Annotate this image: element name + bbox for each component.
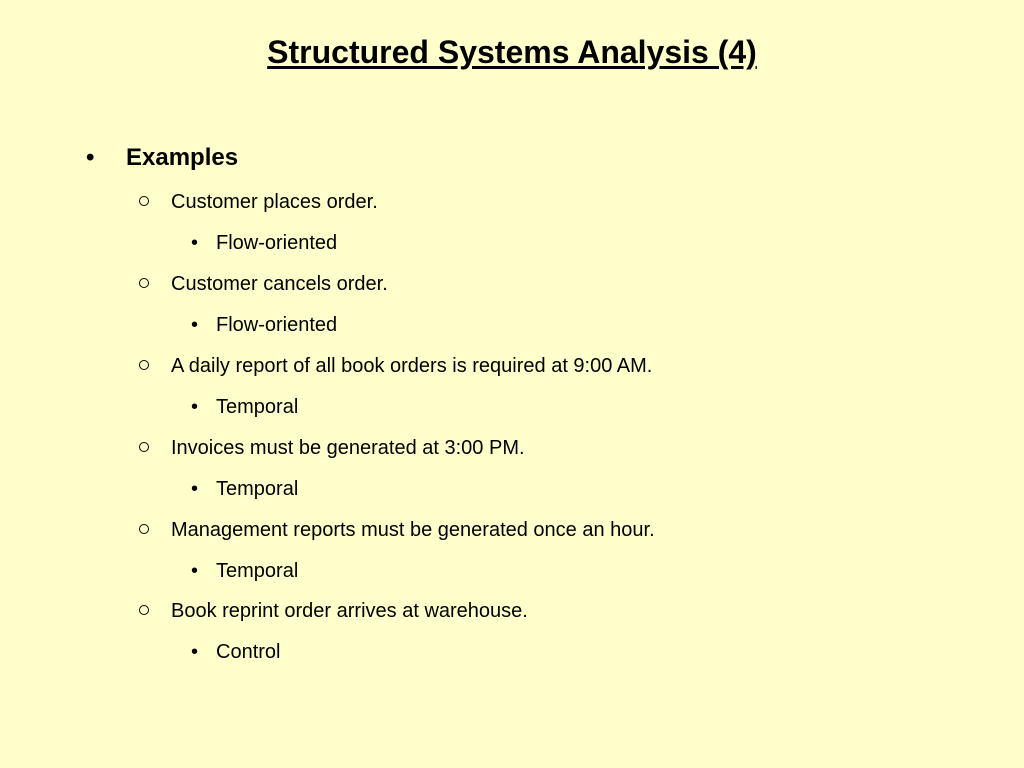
example-item-label: A daily report of all book orders is required at 9:00 AM. <box>171 355 653 377</box>
hollow-circle-bullet-icon <box>139 196 149 206</box>
bullet-icon: • <box>86 144 95 171</box>
bullet-icon: • <box>191 478 199 500</box>
hollow-circle-bullet-icon <box>139 442 149 452</box>
example-item <box>0 271 1024 353</box>
example-item-label: Invoices must be generated at 3:00 PM. <box>171 437 525 459</box>
bullet-icon: • <box>191 232 199 254</box>
hollow-circle-bullet-icon <box>139 524 149 534</box>
example-item-label: Customer cancels order. <box>171 273 388 295</box>
example-item-type: Temporal <box>216 396 299 418</box>
example-item-type: Temporal <box>216 478 299 500</box>
bullet-icon: • <box>191 641 199 663</box>
example-item-label: Customer places order. <box>171 191 378 213</box>
bullet-icon: • <box>191 314 199 336</box>
example-item <box>0 435 1024 517</box>
hollow-circle-bullet-icon <box>139 278 149 288</box>
example-item-label: Book reprint order arrives at warehouse. <box>171 600 528 622</box>
example-item <box>0 353 1024 435</box>
slide-title: Structured Systems Analysis (4) <box>267 34 757 70</box>
hollow-circle-bullet-icon <box>139 605 149 615</box>
examples-heading-label: Examples <box>126 144 239 171</box>
hollow-circle-bullet-icon <box>139 360 149 370</box>
example-item-type: Control <box>216 641 281 663</box>
bullet-icon: • <box>191 396 199 418</box>
example-item-label: Management reports must be generated once an hour. <box>171 519 655 541</box>
example-item-type: Temporal <box>216 560 299 582</box>
example-item <box>0 517 1024 599</box>
example-item-type: Flow-oriented <box>216 314 338 336</box>
example-item <box>0 598 1024 680</box>
bullet-icon: • <box>191 560 199 582</box>
example-item <box>0 189 1024 271</box>
example-item-type: Flow-oriented <box>216 232 338 254</box>
